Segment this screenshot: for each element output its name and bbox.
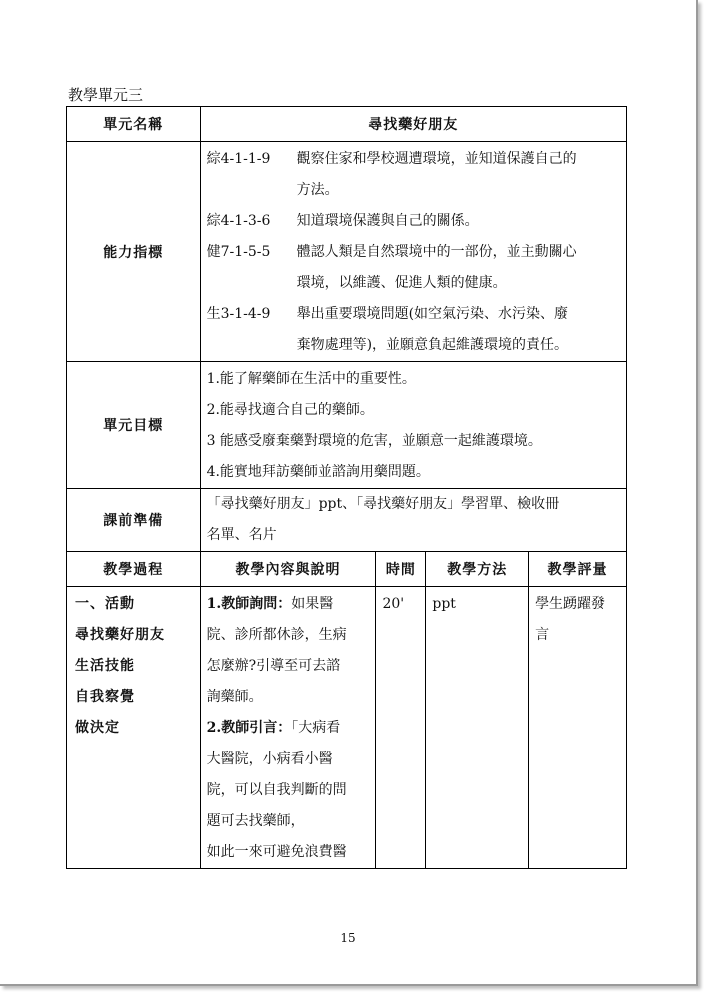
process-line: 尋找藥好朋友	[75, 627, 165, 643]
content-text: 「大病看	[291, 720, 341, 736]
ability-item	[201, 206, 626, 237]
objective-item: 3 能感受廢棄藥對環境的危害，並願意一起維護環境。	[206, 433, 542, 449]
column-header-row	[67, 552, 627, 587]
ability-text: 環境，以維護、促進人類的健康。	[296, 275, 507, 291]
ability-row	[67, 142, 627, 362]
ability-text: 舉出重要環境問題(如空氣污染、水污染、廢	[296, 306, 569, 322]
time-value: 20'	[382, 596, 405, 612]
col-header-method: 教學方法	[426, 552, 529, 587]
eval-line: 言	[535, 627, 550, 643]
process-line: 生活技能	[75, 658, 135, 674]
activity-method	[426, 587, 529, 869]
objective-item: 4.能實地拜訪藥師並諮詢用藥問題。	[206, 464, 430, 480]
process-line: 做決定	[75, 720, 120, 736]
ability-item	[201, 299, 626, 361]
lesson-plan-table	[66, 106, 627, 869]
objectives-label: 單元目標	[67, 362, 201, 489]
ability-code: 生3-1-4-9	[206, 306, 271, 322]
content-bold: 1.教師詢問：	[206, 596, 292, 612]
prep-label: 課前準備	[67, 489, 201, 552]
content-line: 詢藥師。	[206, 689, 263, 705]
unit-name-row	[67, 107, 627, 142]
activity-eval	[529, 587, 627, 869]
ability-text: 觀察住家和學校週遭環境，並知道保護自己的	[296, 151, 577, 167]
method-value: ppt	[432, 596, 456, 612]
content-line: 怎麼辦?引導至可去諮	[206, 658, 341, 674]
content-bold: 2.教師引言：	[206, 720, 292, 736]
activity-content	[200, 587, 376, 869]
ability-item	[201, 237, 626, 299]
activity-row	[67, 587, 627, 869]
ability-item	[201, 144, 626, 206]
ability-text: 棄物處理等)，並願意負起維護環境的責任。	[296, 337, 569, 353]
unit-heading: 教學單元三	[68, 86, 144, 104]
ability-text: 知道環境保護與自己的關係。	[296, 213, 479, 229]
prep-content	[200, 489, 626, 552]
content-line	[201, 589, 376, 620]
col-header-content: 教學內容與說明	[200, 552, 376, 587]
objectives-row	[67, 362, 627, 489]
col-header-eval: 教學評量	[529, 552, 627, 587]
prep-line: 名單、名片	[206, 527, 277, 543]
content-line: 院，可以自我判斷的問	[206, 782, 347, 798]
objective-item: 2.能尋找適合自己的藥師。	[206, 402, 374, 418]
content-line: 如此一來可避免浪費醫	[206, 844, 347, 860]
content-line: 題可去找藥師，	[206, 813, 305, 829]
ability-code: 綜4-1-1-9	[206, 151, 271, 167]
ability-text: 體認人類是自然環境中的一部份，並主動關心	[296, 244, 577, 260]
col-header-process: 教學過程	[67, 552, 201, 587]
content-line: 大醫院，小病看小醫	[206, 751, 333, 767]
ability-code: 綜4-1-3-6	[206, 213, 271, 229]
ability-code: 健7-1-5-5	[206, 244, 271, 260]
page-number: 15	[340, 931, 356, 945]
process-line: 一、活動	[75, 596, 135, 612]
unit-name-label: 單元名稱	[67, 107, 201, 142]
objectives-content	[200, 362, 626, 489]
content-line	[201, 713, 376, 744]
ability-label: 能力指標	[67, 142, 201, 362]
objective-item: 1.能了解藥師在生活中的重要性。	[206, 371, 416, 387]
content-line: 院、診所都休診，生病	[206, 627, 347, 643]
content-text: 如果醫	[291, 596, 334, 612]
process-line: 自我察覺	[75, 689, 135, 705]
activity-process	[67, 587, 201, 869]
eval-line: 學生踴躍發	[535, 596, 606, 612]
ability-content	[200, 142, 626, 362]
ability-text: 方法。	[296, 182, 339, 198]
unit-name-value: 尋找藥好朋友	[200, 107, 626, 142]
col-header-time: 時間	[376, 552, 426, 587]
activity-time	[376, 587, 426, 869]
prep-line: 「尋找藥好朋友」ppt、「尋找藥好朋友」學習單、檢收冊	[206, 496, 560, 512]
prep-row	[67, 489, 627, 552]
